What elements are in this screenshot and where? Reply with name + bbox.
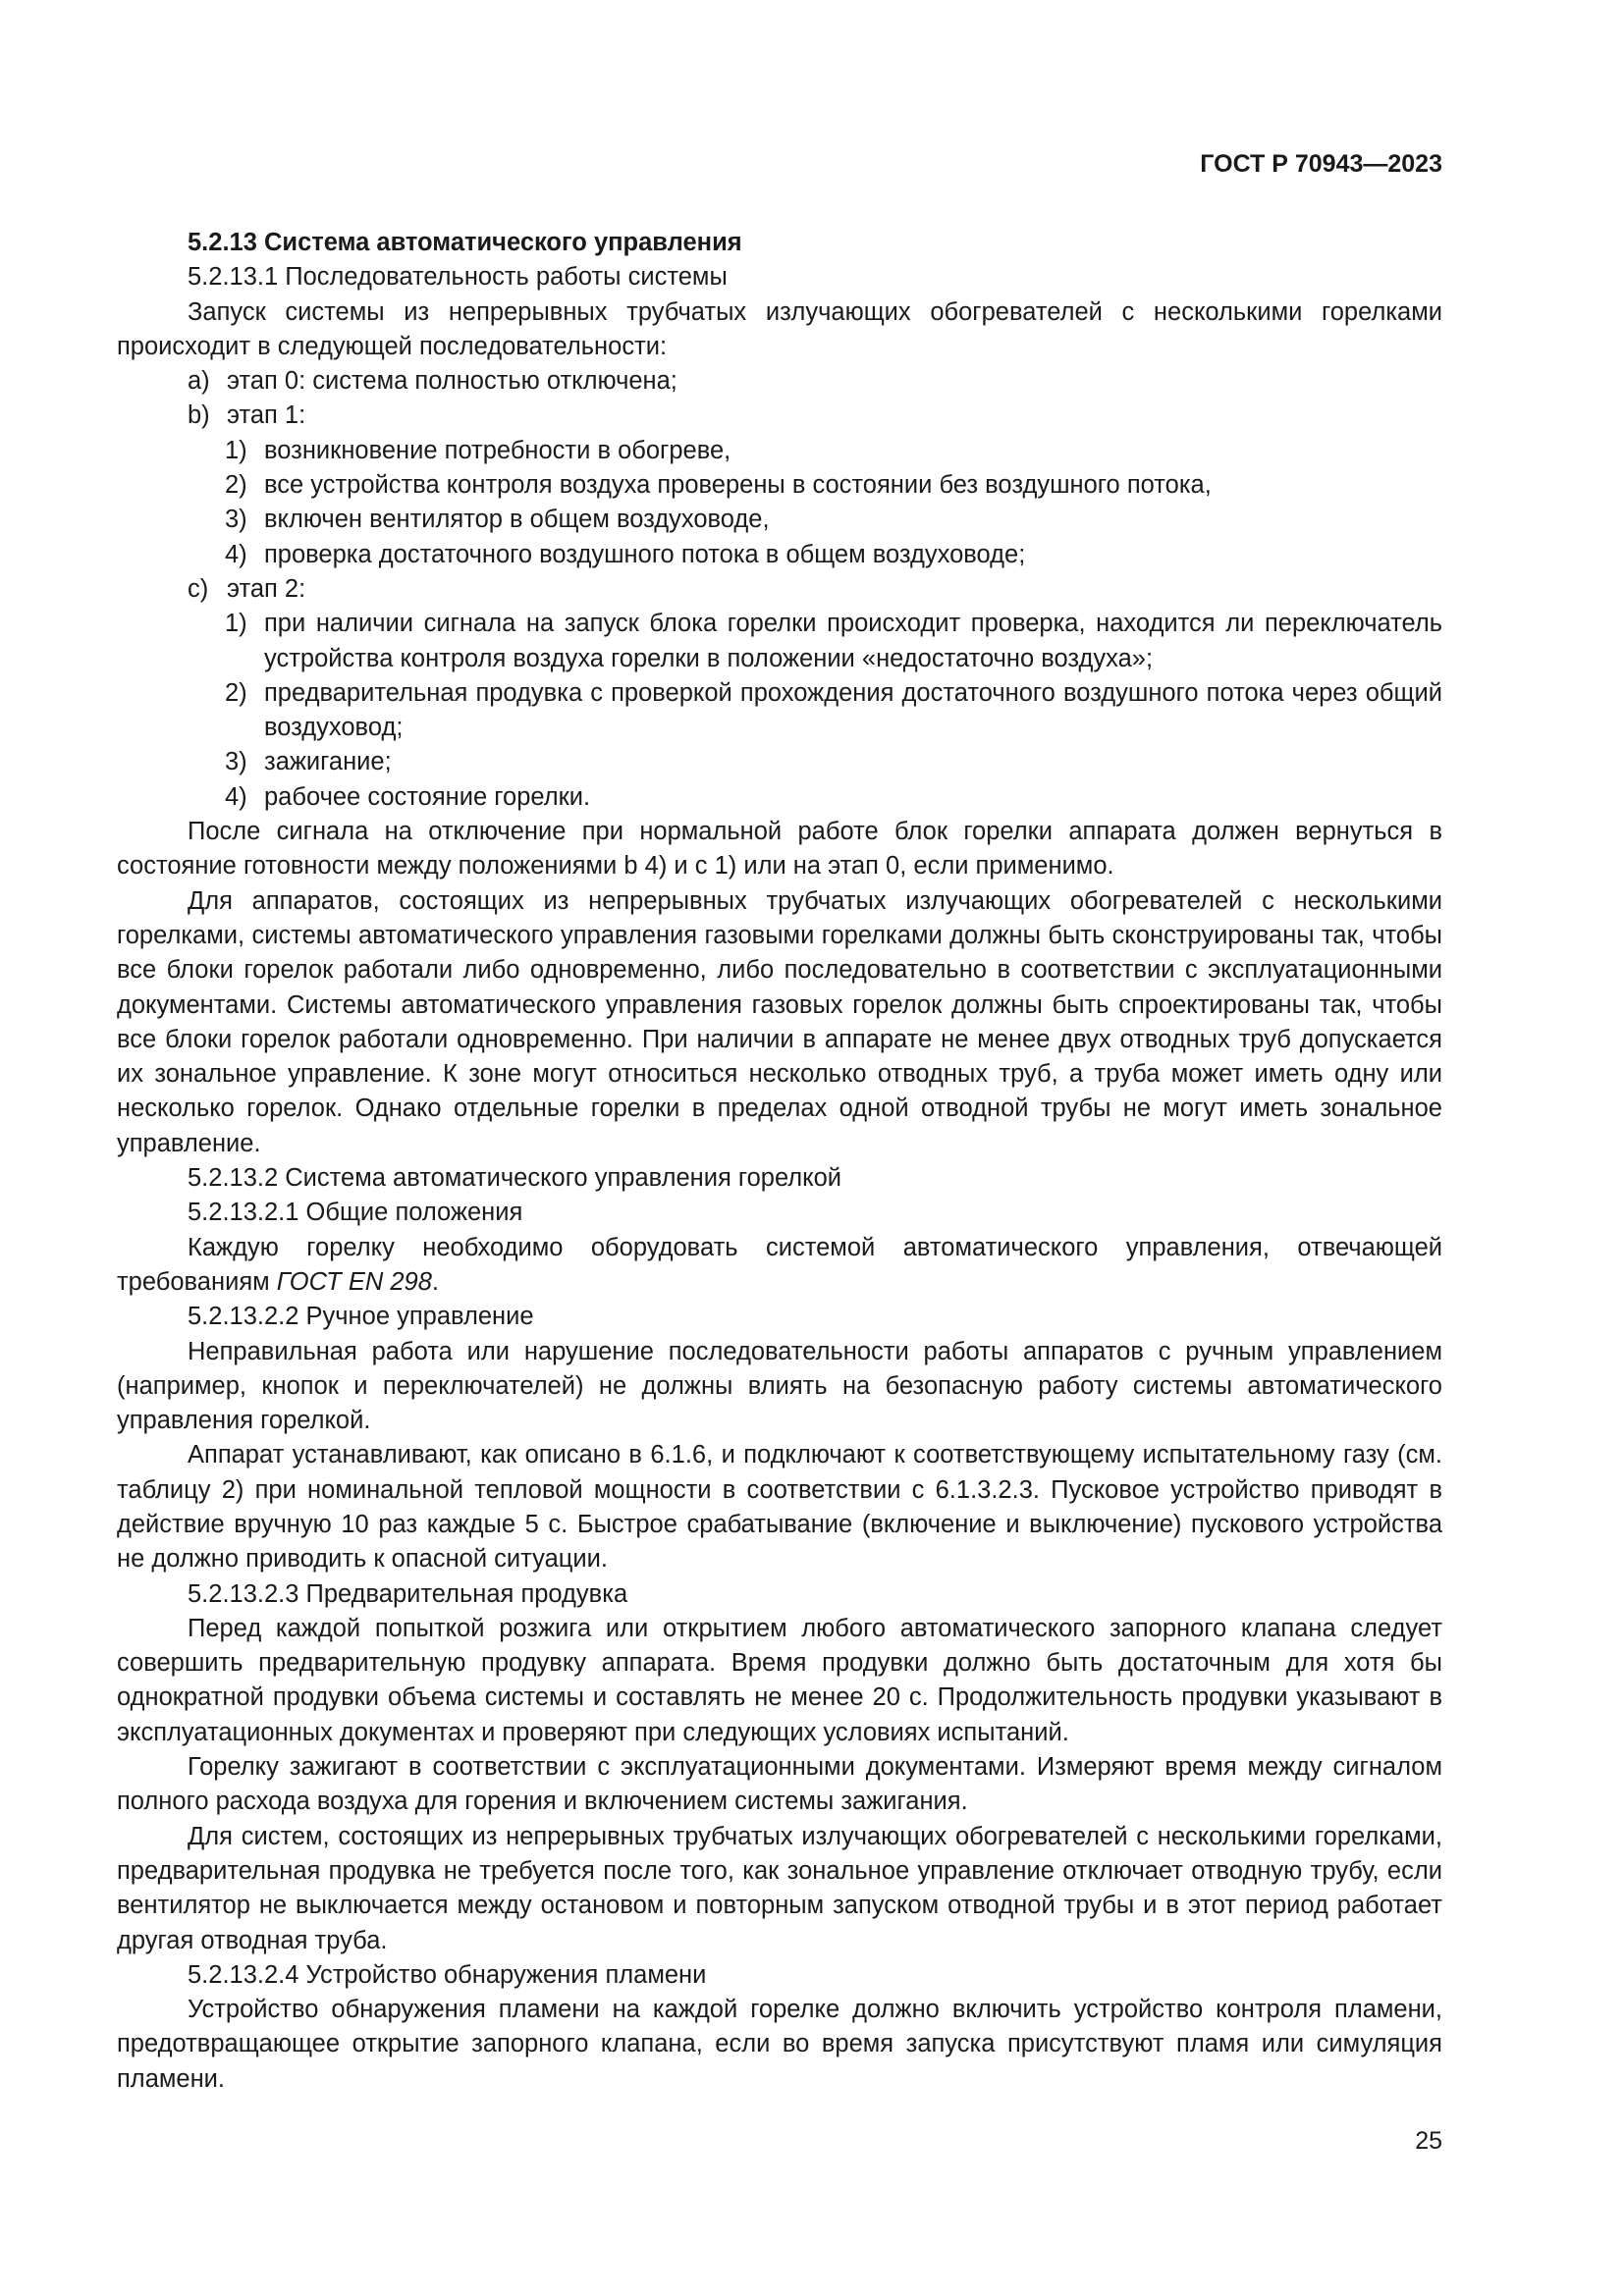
list-marker: 1) (225, 436, 247, 464)
list-item-text: этап 1: (227, 401, 306, 430)
paragraph-general-provisions (117, 1231, 1442, 1301)
paragraph-multi-burner-apparatus: Для аппаратов, состоящих из непрерывных трубчатых излучающих обогревателей с несколькими горелками, системы автоматического управления газовыми горелками должны быть сконструированы так, чтобы все блоки горелок работали либо одновременно, либо последовательно в соответствии с эксплуатационными документами. Системы автоматического управления газовых горелок должны быть спроектированы так, чтобы все блоки горелок работали одновременно. При наличии в аппарате не менее двух отводных труб допускается их зональное управление. К зоне могут относиться несколько отводных труб, а труба может иметь одну или несколько горелок. Однако отдельные горелки в пределах одной отводной трубы не могут иметь зональное управление. (117, 886, 1442, 1157)
document-body (117, 226, 1442, 2097)
paragraph-manual-control-2: Аппарат устанавливают, как описано в 6.1.6, и подключают к соответствующему испытательному газу (см. таблицу 2) при номинальной тепловой мощности в соответствии с 6.1.3.2.3. Пусковое устройство приводят в действие вручную 10 раз каждые 5 с. Быстрое срабатывание (включение и выключение) пускового устройства не должно приводить к опасной ситуации. (117, 1441, 1442, 1574)
list-marker: 3) (225, 748, 247, 776)
paragraph-text: Каждую горелку необходимо оборудовать системой автоматического управления, отвечающей требованиям (117, 1233, 1442, 1296)
section-heading-5-2-13: 5.2.13 Система автоматического управления (188, 229, 742, 256)
list-item-b-1 (117, 434, 1442, 468)
list-marker: b) (188, 401, 210, 430)
list-item-b-2 (117, 468, 1442, 503)
list-item-text: все устройства контроля воздуха проверены в состоянии без воздушного потока, (264, 471, 1212, 500)
list-item-b (117, 399, 1442, 433)
subsection-heading-5-2-13-2-2: 5.2.13.2.2 Ручное управление (188, 1303, 534, 1331)
list-marker: 4) (225, 540, 247, 568)
subsection-heading-5-2-13-2: 5.2.13.2 Система автоматического управления горелкой (188, 1164, 842, 1193)
paragraph-manual-control-1: Неправильная работа или нарушение последовательности работы аппаратов с ручным управлением (например, кнопок и переключателей) не должны влиять на безопасную работу системы автоматического управления горелкой. (117, 1337, 1442, 1435)
list-item-text: зажигание; (264, 748, 392, 776)
list-marker: c) (188, 574, 209, 603)
list-item-a (117, 364, 1442, 399)
list-item-b-3 (117, 503, 1442, 537)
list-item-b-4 (117, 538, 1442, 572)
list-item-c (117, 572, 1442, 607)
page-number: 25 (1415, 2127, 1442, 2155)
list-marker: 3) (225, 506, 247, 534)
subsection-heading-5-2-13-2-3: 5.2.13.2.3 Предварительная продувка (188, 1579, 628, 1608)
list-marker: a) (188, 367, 210, 396)
list-item-c-3 (117, 745, 1442, 779)
paragraph-flame-detection: Устройство обнаружения пламени на каждой горелке должно включить устройство контроля пламени, предотвращающее открытие запорного клапана, если во время запуска присутствуют пламя или симуляция пламени. (117, 1996, 1442, 2093)
list-item-c-2 (117, 676, 1442, 746)
list-item-text: при наличии сигнала на запуск блока горелки происходит проверка, находится ли переключатель устройства контроля воздуха горелки в положении «недостаточно воздуха»; (264, 610, 1442, 672)
list-item-text: этап 2: (227, 574, 306, 603)
list-marker: 4) (225, 782, 247, 811)
list-item-text: возникновение потребности в обогреве, (264, 436, 731, 464)
standard-reference: ГОСТ EN 298 (276, 1267, 432, 1296)
paragraph-shutdown: После сигнала на отключение при нормальной работе блок горелки аппарата должен вернуться в состояние готовности между положениями b 4) и c 1) или на этап 0, если применимо. (117, 818, 1442, 881)
subsection-heading-5-2-13-2-1: 5.2.13.2.1 Общие положения (188, 1199, 523, 1227)
paragraph-prepurge-3: Для систем, состоящих из непрерывных трубчатых излучающих обогревателей с несколькими горелками, предварительная продувка не требуется после того, как зональное управление отключает отводную трубу, если вентилятор не выключается между остановом и повторным запуском отводной трубы и в этот период работает другая отводная труба. (117, 1822, 1442, 1954)
list-item-text: этап 0: система полностью отключена; (227, 367, 677, 396)
paragraph-text-end: . (431, 1267, 439, 1296)
list-item-c-1 (117, 607, 1442, 676)
paragraph-startup-intro: Запуск системы из непрерывных трубчатых излучающих обогревателей с несколькими горелками происходит в следующей последовательности: (117, 297, 1442, 360)
paragraph-prepurge-1: Перед каждой попыткой розжига или открытием любого автоматического запорного клапана следует совершить предварительную продувку аппарата. Время продувки должно быть достаточным для хотя бы однократной продувки объема системы и составлять не менее 20 с. Продолжительность продувки указывают в эксплуатационных документах и проверяют при следующих условиях испытаний. (117, 1614, 1442, 1746)
list-marker: 2) (225, 471, 247, 500)
list-item-text: включен вентилятор в общем воздуховоде, (264, 506, 770, 534)
document-code-header: ГОСТ Р 70943—2023 (1200, 150, 1442, 178)
subsection-heading-5-2-13-2-4: 5.2.13.2.4 Устройство обнаружения пламени (188, 1960, 707, 1989)
list-item-text: проверка достаточного воздушного потока в общем воздуховоде; (264, 540, 1026, 568)
list-marker: 2) (225, 678, 247, 707)
list-item-c-4 (117, 780, 1442, 815)
paragraph-prepurge-2: Горелку зажигают в соответствии с эксплуатационными документами. Измеряют время между сигналом полного расхода воздуха для горения и включением системы зажигания. (117, 1753, 1442, 1816)
list-marker: 1) (225, 610, 247, 638)
subsection-heading-5-2-13-1: 5.2.13.1 Последовательность работы системы (188, 263, 728, 292)
list-item-text: предварительная продувка с проверкой прохождения достаточного воздушного потока через общий воздуховод; (264, 678, 1442, 742)
list-item-text: рабочее состояние горелки. (264, 782, 591, 811)
